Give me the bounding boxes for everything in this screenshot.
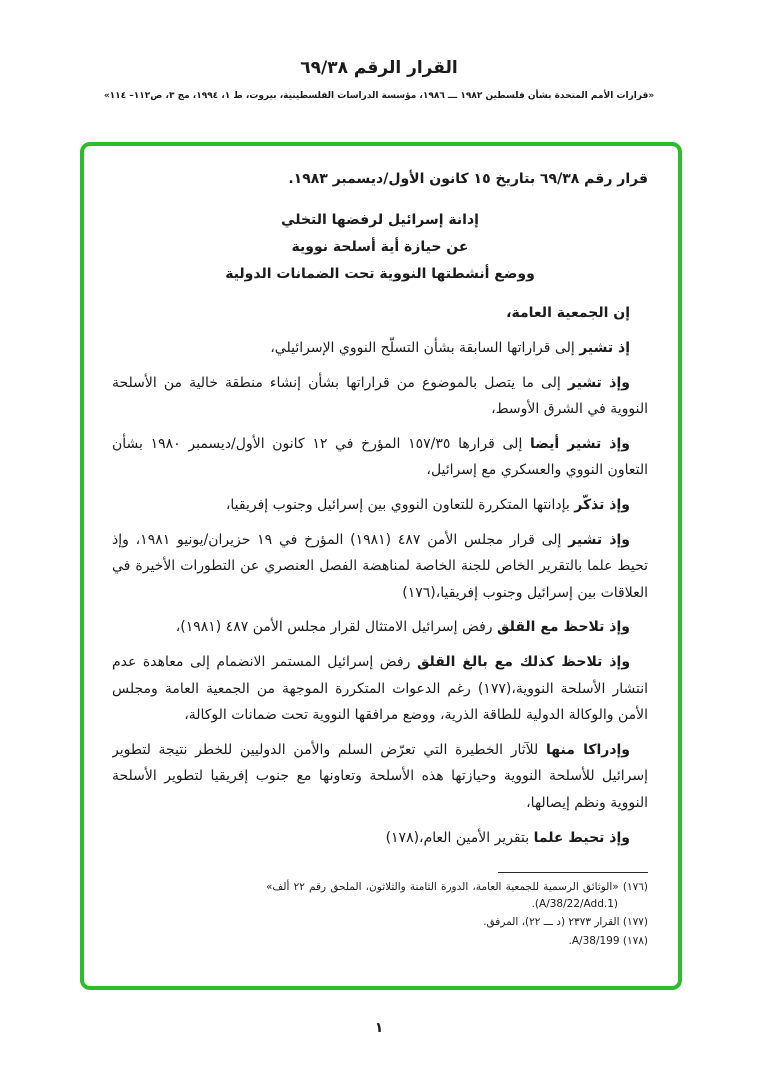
paragraph-lead: وإذ تشير أيضا (530, 435, 630, 452)
paragraph-lead: وإذ تذكّر (574, 497, 630, 514)
paragraph-text: للآثار الخطيرة التي تعرّض السلم والأمن الدوليين للخطر نتيجة لتطوير إسرائيل للأسلحة النووية وحيازتها هذه الأسلحة وتعاونها مع جنوب إفريقيا لتطوير الأسلحة النووية ونظم إيصالها، (112, 741, 648, 811)
resolution-frame (80, 142, 682, 990)
paragraph-lead: وإدراكا منها (546, 741, 631, 758)
resolution-title (112, 207, 648, 289)
preamble-paragraph-2 (112, 335, 648, 362)
preamble-paragraph-4 (112, 431, 648, 484)
preamble-paragraph-3 (112, 370, 648, 423)
footnote-177: (١٧٧) القرار ٢٣٧٣ (د ـــ ٢٢)، المرفق. (483, 916, 648, 929)
resolution-title-line-3: ووضع أنشطتها النووية تحت الضمانات الدولية (225, 266, 535, 283)
paragraph-lead: وإذ تحيط علما (533, 829, 630, 846)
resolution-intro-line: قرار رقم ٦٩/٣٨ بتاريخ ١٥ كانون الأول/ديسمبر ١٩٨٣. (288, 171, 648, 187)
footnote-list (266, 879, 648, 950)
paragraph-text: إلى ما يتصل بالموضوع من قراراتها بشأن إنشاء منطقة خالية من الأسلحة النووية في الشرق الأوسط، (112, 374, 648, 418)
preamble-paragraph-5 (112, 492, 648, 519)
footnote-178: (١٧٨) A/38/199. (568, 935, 648, 948)
resolution-title-line-1: إدانة إسرائيل لرفضها التخلي (281, 211, 479, 228)
paragraph-lead: وإذ تلاحظ مع القلق (497, 619, 630, 636)
page-number: ١ (374, 1020, 384, 1036)
paragraph-lead: إن الجمعية العامة، (506, 305, 630, 322)
preamble-paragraph-8 (112, 649, 648, 729)
footnotes-section (112, 866, 648, 952)
footnote-176: (١٧٦) «الوثائق الرسمية للجمعية العامة، الدورة الثامنة والثلاثون، الملحق رقم ٢٢ ألف» (A/38/22/Add.1). (266, 880, 649, 910)
preamble-paragraph-6 (112, 527, 648, 607)
preamble-paragraph-9 (112, 737, 648, 817)
resolution-title-line-2: عن حيازة أية أسلحة نووية (291, 238, 469, 255)
paragraph-lead: وإذ تشير (568, 531, 630, 548)
resolution-body (112, 166, 648, 866)
paragraph-text: إلى قرارها ١٥٧/٣٥ المؤرخ في ١٢ كانون الأول/ديسمبر ١٩٨٠ بشأن التعاون النووي والعسكري مع إسرائيل، (112, 435, 648, 479)
source-citation: «قرارات الأمم المتحدة بشأن فلسطين ١٩٨٢ ـــ ١٩٨٦، مؤسسة الدراسات الفلسطينية، بيروت، ط ١، ١٩٩٤، مج ٣، ص١١٢– ١١٤» (103, 91, 655, 101)
paragraph-text: بتقرير الأمين العام،(١٧٨) (385, 829, 530, 846)
paragraph-text: رفض إسرائيل الامتثال لقرار مجلس الأمن ٤٨٧ (١٩٨١)، (175, 619, 493, 636)
paragraph-lead: وإذ تشير (567, 374, 630, 391)
preamble-paragraph-10 (112, 825, 648, 852)
preamble-paragraph-1 (112, 300, 648, 327)
paragraph-text: بإدانتها المتكررة للتعاون النووي بين إسرائيل وجنوب إفريقيا، (225, 497, 570, 514)
preamble-paragraph-7 (112, 614, 648, 641)
paragraph-text: إلى قراراتها السابقة بشأن التسلّح النووي الإسرائيلي، (270, 340, 575, 357)
resolution-number-heading: القرار الرقم ٦٩/٣٨ (300, 58, 458, 78)
paragraph-text: رفض إسرائيل المستمر الانضمام إلى معاهدة عدم انتشار الأسلحة النووية،(١٧٧) رغم الدعوات المتكررة الموجهة من الجمعية العامة ومجلس الأمن والوكالة الدولية للطاقة الذرية، ووضع مرافقها النووية تحت ضمانات الوكالة، (112, 654, 648, 724)
page-header (0, 58, 758, 101)
paragraph-text: إلى قرار مجلس الأمن ٤٨٧ (١٩٨١) المؤرخ في ١٩ حزيران/يونيو ١٩٨١، وإذ تحيط علما بالتقرير الخاص للجنة الخاصة لمناهضة الفصل العنصري عن التطورات الأخيرة في العلاقات بين إسرائيل وجنوب إفريقيا،(١٧٦) (112, 531, 648, 601)
footnote-divider (498, 872, 648, 873)
paragraph-lead: وإذ تلاحظ كذلك مع بالغ القلق (416, 654, 631, 671)
paragraph-lead: إذ تشير (579, 340, 630, 357)
